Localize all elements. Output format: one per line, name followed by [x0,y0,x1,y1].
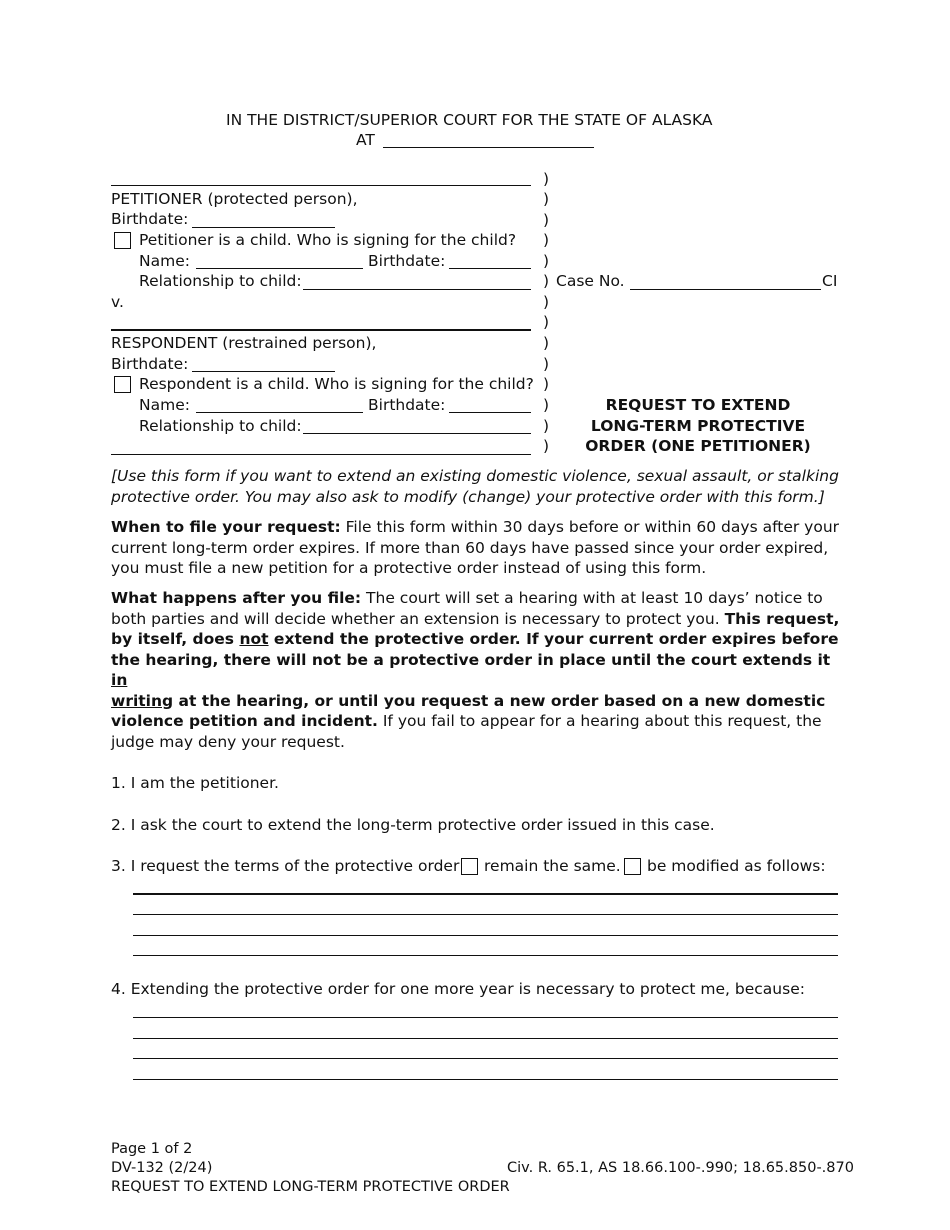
petitioner-child-label: Petitioner is a child. Who is signing for the child? [139,231,517,249]
when-to-file-text: you must file a new petition for a protective order instead of using this form. [111,559,707,577]
modification-line[interactable] [133,935,838,936]
respondent-guardian-name-label: Name: [139,396,190,414]
paren: ) [543,375,550,393]
modify-label: be modified as follows: [647,857,826,875]
paren: ) [543,293,550,311]
court-location-field[interactable] [383,147,594,148]
when-to-file-heading: When to file your request: [111,518,341,536]
respondent-guardian-birthdate-field[interactable] [449,412,531,413]
respondent-name-field[interactable] [111,329,531,331]
item-4: 4. Extending the protective order for one more year is necessary to protect me, because: [111,980,805,998]
reason-line[interactable] [133,1058,838,1059]
modification-line[interactable] [133,893,838,895]
item-2: 2. I ask the court to extend the long-term protective order issued in this case. [111,816,715,834]
petitioner-label: PETITIONER (protected person), [111,190,358,208]
case-no-field[interactable] [630,289,821,290]
item-1: 1. I am the petitioner. [111,774,279,792]
paren: ) [543,334,550,352]
at-label: AT [356,131,375,149]
petitioner-guardian-name-field[interactable] [196,268,363,269]
case-no-label: Case No. [556,272,625,290]
what-happens-bold: at the hearing, or until you request a new order based on a new domestic [173,691,826,710]
instructions-line: protective order. You may also ask to modify (change) your protective order with this form.] [111,487,825,506]
what-happens-heading: What happens after you file: [111,589,362,607]
paren: ) [543,190,550,208]
what-happens-text: both parties and will decide whether an extension is necessary to protect you. [111,609,725,628]
instructions [111,466,841,507]
reason-line[interactable] [133,1017,838,1018]
when-to-file-text: current long-term order expires. If more than 60 days have passed since your order expired, [111,538,829,557]
what-happens-emphasis: writing [111,691,174,710]
what-happens-emphasis: not [239,630,269,648]
paren: ) [543,417,550,435]
form-title-line: REQUEST TO EXTEND [605,396,791,414]
footer-form-name: REQUEST TO EXTEND LONG-TERM PROTECTIVE ORDER [111,1179,510,1195]
respondent-guardian-name-field[interactable] [196,412,363,413]
paren: ) [543,231,550,249]
form-title [560,395,836,457]
modification-line[interactable] [133,955,838,956]
reason-line[interactable] [133,1079,838,1080]
respondent-is-child-checkbox[interactable] [114,376,131,393]
when-to-file-text: File this form within 30 days before or within 60 days after your [340,518,840,536]
respondent-label: RESPONDENT (restrained person), [111,334,377,352]
what-happens-bold: by itself, does [111,630,240,648]
page-number: Page 1 of 2 [111,1141,193,1157]
petitioner-is-child-checkbox[interactable] [114,232,131,249]
paren: ) [543,272,550,290]
item-3-label: 3. I request the terms of the protective order [111,857,460,875]
petitioner-guardian-birthdate-field[interactable] [449,268,531,269]
paren: ) [543,437,550,455]
paren: ) [543,355,550,373]
paren: ) [543,396,550,414]
petitioner-birthdate-label: Birthdate: [111,210,189,228]
caption-bottom-rule [111,454,531,455]
modify-checkbox[interactable] [624,858,641,875]
form-title-line: ORDER (ONE PETITIONER) [585,437,811,455]
form-title-line: LONG-TERM PROTECTIVE [590,416,806,435]
versus-label: v. [111,293,124,311]
when-to-file-paragraph [111,517,841,579]
respondent-guardian-birthdate-label: Birthdate: [368,396,446,414]
respondent-birthdate-label: Birthdate: [111,355,189,373]
respondent-birthdate-field[interactable] [192,371,335,372]
what-happens-bold: This request, [724,609,840,628]
what-happens-text: judge may deny your request. [111,732,345,751]
remain-same-label: remain the same. [484,857,621,875]
case-suffix: CI [822,272,838,290]
what-happens-paragraph [111,588,841,752]
court-heading: IN THE DISTRICT/SUPERIOR COURT FOR THE STATE OF ALASKA [226,111,713,129]
what-happens-bold: the hearing, there will not be a protective order in place until the court extends it [111,650,831,669]
instructions-line: [Use this form if you want to extend an existing domestic violence, sexual assault, or stalking [111,467,839,485]
petitioner-birthdate-field[interactable] [192,227,335,228]
paren: ) [543,313,550,331]
paren: ) [543,170,550,188]
form-number: DV-132 (2/24) [111,1160,213,1176]
petitioner-guardian-birthdate-label: Birthdate: [368,252,446,270]
what-happens-bold: extend the protective order. If your current order expires before [268,630,839,648]
paren: ) [543,252,550,270]
what-happens-text: If you fail to appear for a hearing about this request, the [377,712,822,730]
what-happens-emphasis: in [111,671,128,689]
respondent-relationship-label: Relationship to child: [139,417,302,435]
what-happens-text: The court will set a hearing with at least 10 days’ notice to [361,589,823,607]
petitioner-relationship-label: Relationship to child: [139,272,302,290]
petitioner-relationship-field[interactable] [303,289,531,290]
legal-citation: Civ. R. 65.1, AS 18.66.100-.990; 18.65.850-.870 [507,1160,854,1176]
respondent-relationship-field[interactable] [303,433,531,434]
petitioner-name-field[interactable] [111,185,531,186]
respondent-child-label: Respondent is a child. Who is signing for the child? [139,375,534,393]
what-happens-bold: violence petition and incident. [111,712,378,730]
remain-same-checkbox[interactable] [461,858,478,875]
paren: ) [543,211,550,229]
reason-line[interactable] [133,1038,838,1039]
petitioner-guardian-name-label: Name: [139,252,190,270]
modification-line[interactable] [133,914,838,915]
